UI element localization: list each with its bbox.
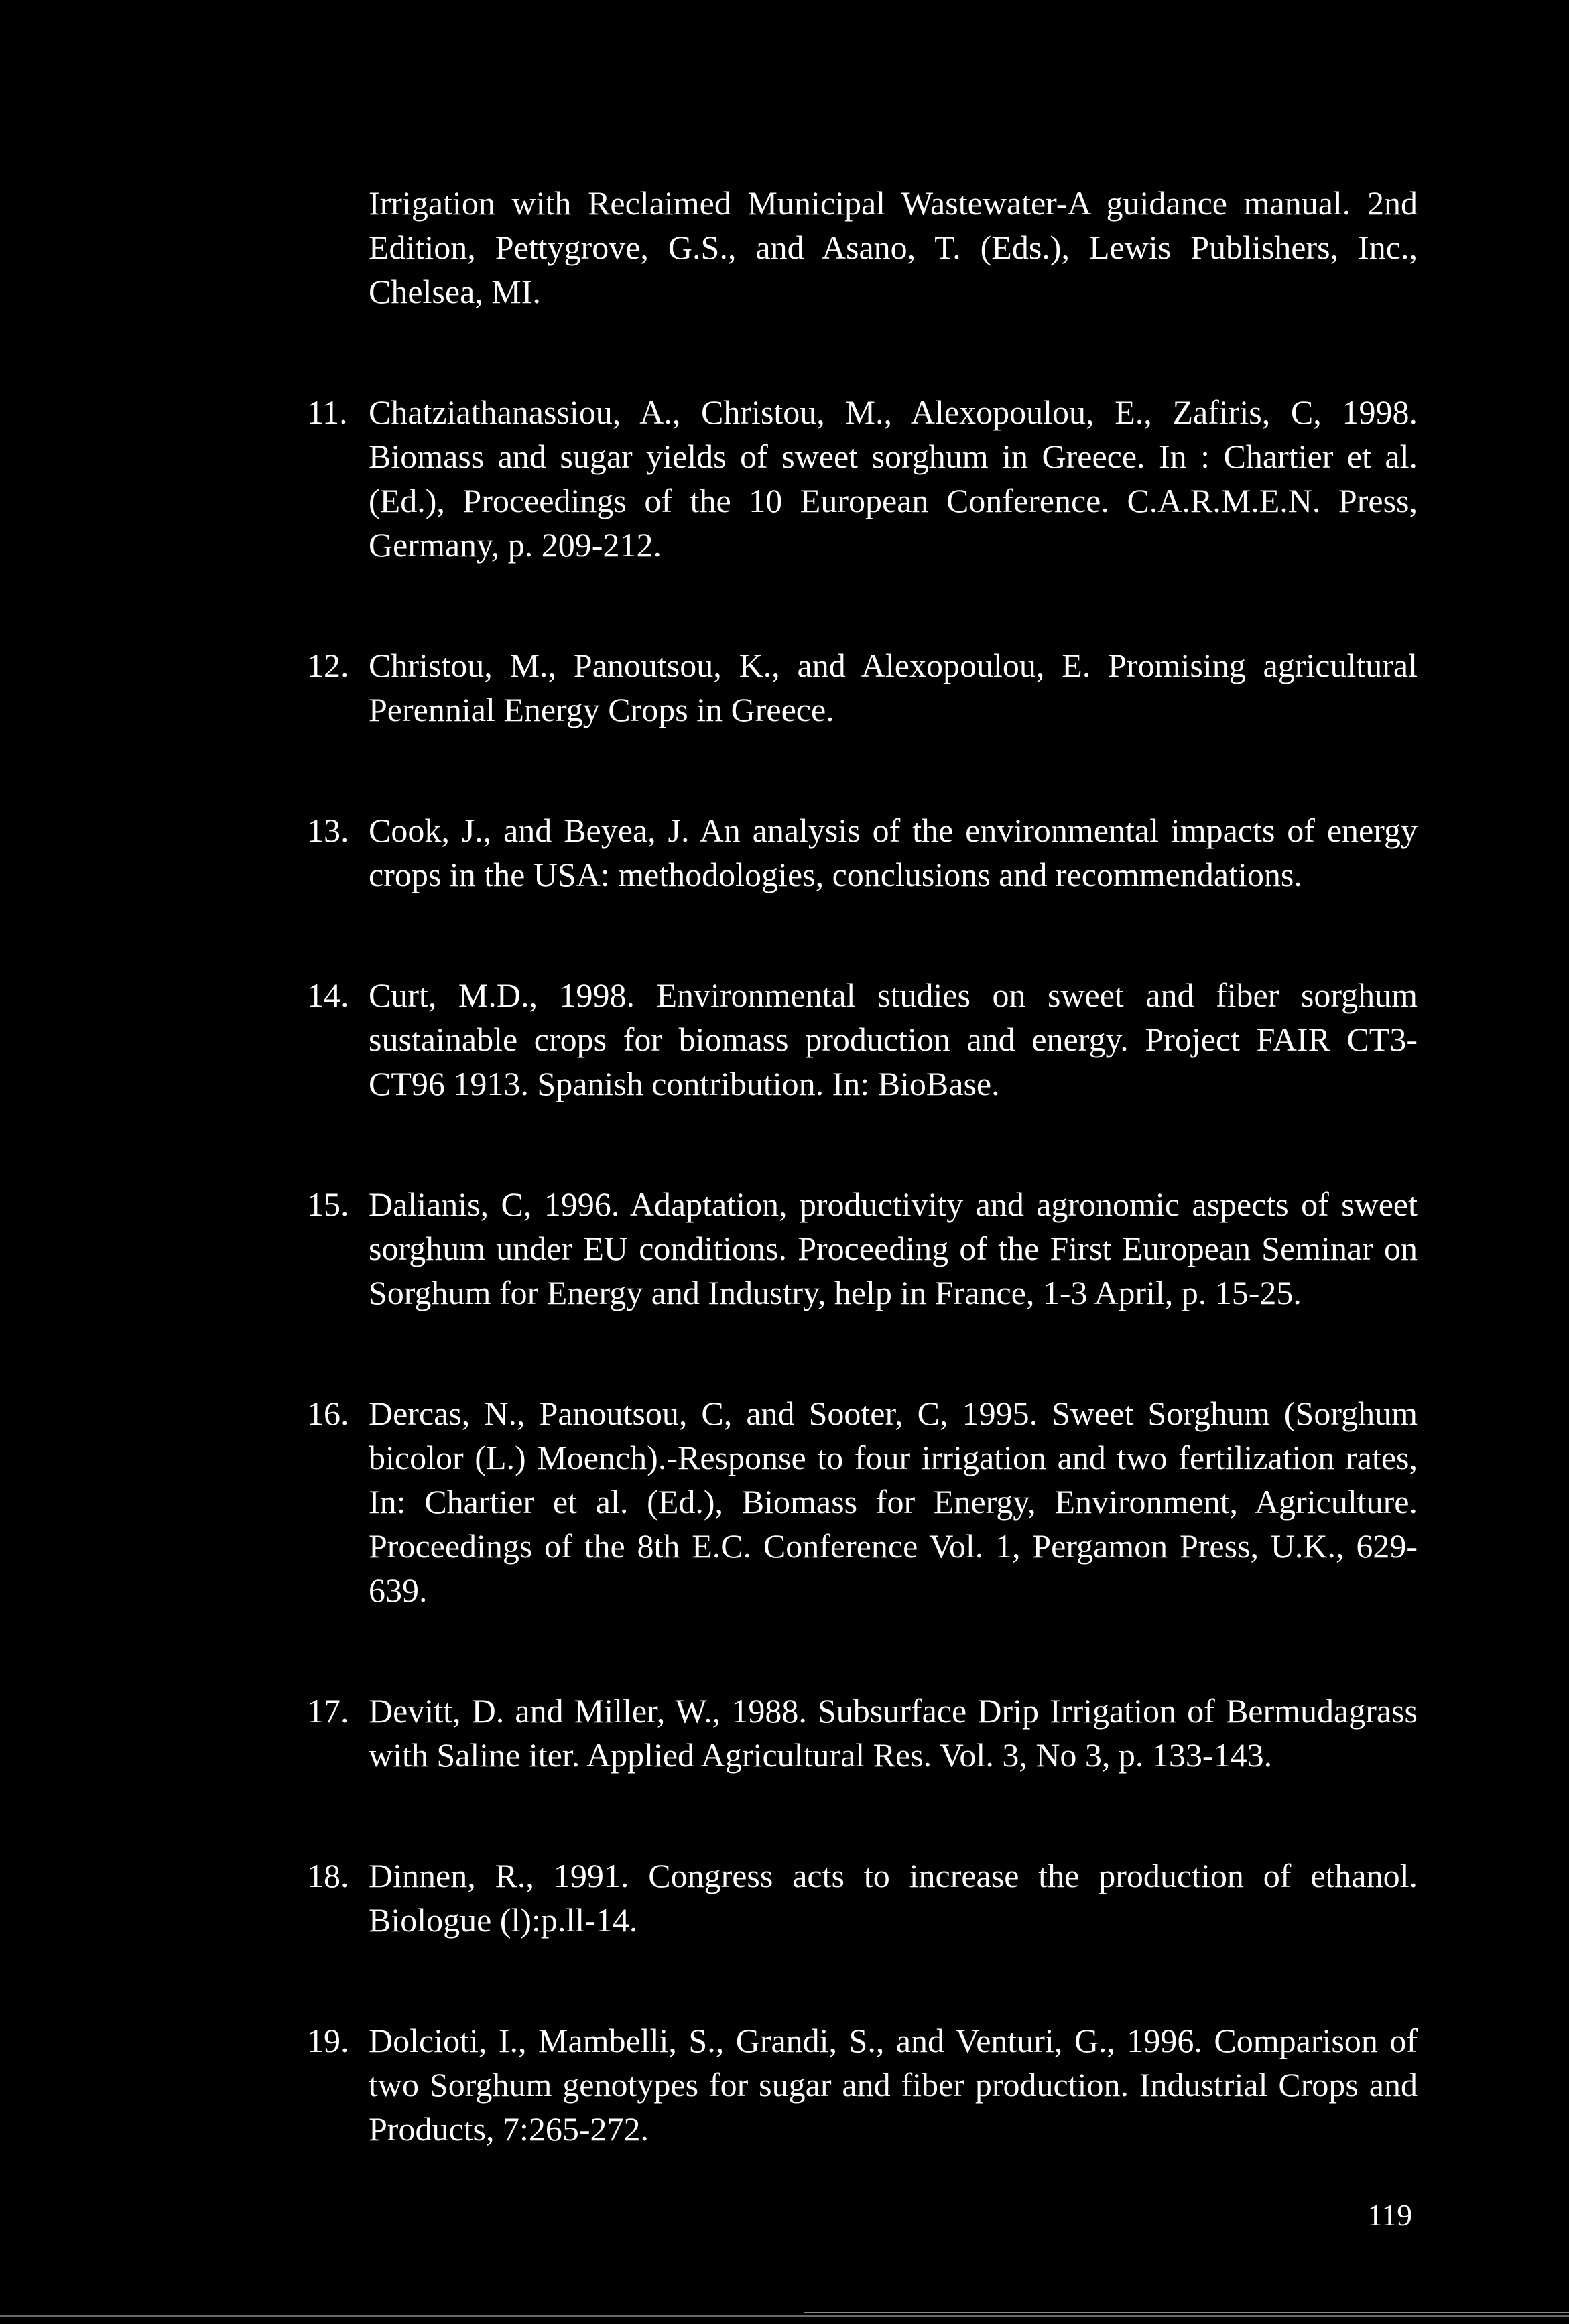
reference-text: Devitt, D. and Miller, W., 1988. Subsurface Drip Irrigation of Bermudagrass with Saline iter. Applied Agricultural Res. Vol. 3, No 3, p. 133-143. (369, 1692, 1418, 1774)
reference-text: Dolcioti, I., Mambelli, S., Grandi, S., and Venturi, G., 1996. Comparison of two Sorghum genotypes for sugar and fiber production. Industrial Crops and Products, 7:265-272. (369, 2022, 1418, 2148)
reference-item-17 (307, 1689, 1418, 1777)
reference-number: 16. (307, 1395, 349, 1432)
reference-text: Chatziathanassiou, A., Christou, M., Alexopoulou, E., Zafiris, C, 1998. Biomass and sugar yields of sweet sorghum in Greece. In : Chartier et al. (Ed.), Proceedings of the 10 European Conference. C.A.R.M.E.N. Press, Germany, p. 209-212. (369, 393, 1418, 564)
reference-item-12 (307, 643, 1418, 732)
reference-item-15 (307, 1182, 1418, 1315)
reference-number: 12. (307, 647, 349, 684)
reference-item-11 (307, 390, 1418, 567)
reference-number: 19. (307, 2022, 349, 2059)
reference-text: Curt, M.D., 1998. Environmental studies on sweet and fiber sorghum sustainable crops for biomass production and energy. Project FAIR CT3-CT96 1913. Spanish contribution. In: BioBase. (369, 976, 1418, 1102)
scan-edge-line (0, 2315, 1569, 2317)
reference-number: 18. (307, 1857, 349, 1894)
reference-text: Christou, M., Panoutsou, K., and Alexopoulou, E. Promising agricultural Perennial Energy Crops in Greece. (369, 647, 1418, 728)
reference-text: Cook, J., and Beyea, J. An analysis of the environmental impacts of energy crops in the USA: methodologies, conclusions and recommendations. (369, 812, 1418, 893)
reference-number: 11. (307, 393, 348, 431)
reference-list (307, 181, 1418, 2228)
reference-text: Dercas, N., Panoutsou, C, and Sooter, C, 1995. Sweet Sorghum (Sorghum bicolor (L.) Moench).-Response to four irrigation and two fertilization rates, In: Chartier et al. (Ed.), Biomass for Energy, Environment, Agriculture. Proceedings of the 8th E.C. Conference Vol. 1, Pergamon Press, U.K., 629-639. (369, 1395, 1418, 1609)
scan-edge-line-secondary (804, 2312, 1569, 2313)
reference-item-14 (307, 973, 1418, 1106)
reference-continuation: Irrigation with Reclaimed Municipal Wastewater-A guidance manual. 2nd Edition, Pettygrove, G.S., and Asano, T. (Eds.), Lewis Publishers, Inc., Chelsea, MI. (369, 184, 1418, 310)
reference-text: Dinnen, R., 1991. Congress acts to increase the production of ethanol. Biologue (l):p.ll-14. (369, 1857, 1418, 1939)
reference-item-16 (307, 1391, 1418, 1612)
reference-number: 14. (307, 976, 349, 1014)
reference-number: 13. (307, 812, 349, 849)
reference-text: Dalianis, C, 1996. Adaptation, productivity and agronomic aspects of sweet sorghum under EU conditions. Proceeding of the First European Seminar on Sorghum for Energy and Industry, help in France, 1-3 April, p. 15-25. (369, 1185, 1418, 1311)
reference-number: 15. (307, 1185, 349, 1223)
reference-item-18 (307, 1854, 1418, 1942)
page-number: 119 (1367, 2198, 1413, 2232)
reference-item-13 (307, 808, 1418, 897)
reference-item-19 (307, 2018, 1418, 2151)
reference-number: 17. (307, 1692, 349, 1730)
